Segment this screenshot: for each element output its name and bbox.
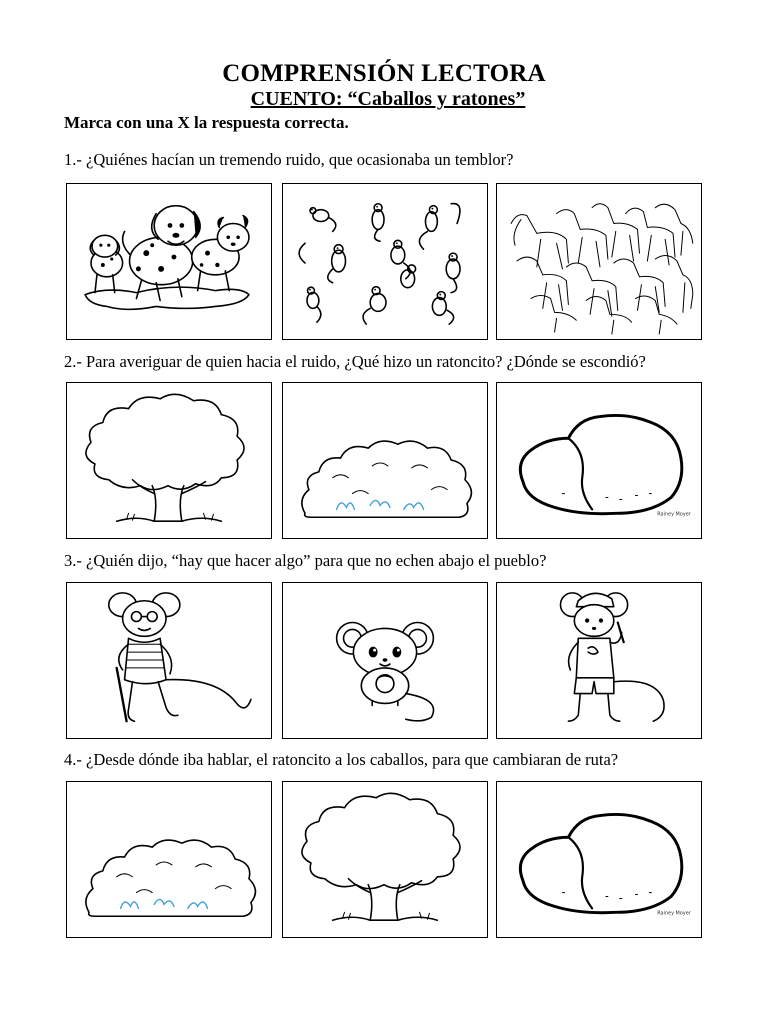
q4-option-rock[interactable]	[496, 781, 702, 938]
q3-option-old-mouse[interactable]	[66, 582, 272, 739]
horses-herd-picture	[497, 184, 701, 339]
tree-picture	[67, 383, 271, 538]
mice-picture	[283, 184, 487, 339]
q4-option-tree[interactable]	[282, 781, 488, 938]
q4-option-bush[interactable]	[66, 781, 272, 938]
tree-picture	[283, 782, 487, 937]
question-4: 4.- ¿Desde dónde iba hablar, el ratoncito a los caballos, para que cambiaran de ruta?	[64, 750, 619, 769]
rock-picture	[497, 383, 701, 538]
rock-picture	[497, 782, 701, 937]
rock-signature: Rainey Moyer	[657, 910, 691, 917]
old-mouse-with-cane-picture	[67, 583, 271, 738]
question-1: 1.- ¿Quiénes hacían un tremendo ruido, que ocasionaba un temblor?	[64, 150, 514, 169]
q3-option-cute-mouse[interactable]	[282, 582, 488, 739]
young-mouse-with-cap-picture	[497, 583, 701, 738]
q2-option-tree[interactable]	[66, 382, 272, 539]
q2-option-bush[interactable]	[282, 382, 488, 539]
question-3: 3.- ¿Quién dijo, “hay que hacer algo” para que no echen abajo el pueblo?	[64, 551, 547, 570]
rock-signature: Rainey Moyer	[657, 511, 691, 518]
cute-mouse-picture	[283, 583, 487, 738]
worksheet-instruction: Marca con una X la respuesta correcta.	[64, 113, 349, 132]
bush-picture	[283, 383, 487, 538]
q1-option-dalmatians[interactable]	[66, 183, 272, 340]
worksheet-subtitle: CUENTO: “Caballos y ratones”	[250, 88, 526, 110]
bush-picture	[67, 782, 271, 937]
dalmatian-puppies-picture	[67, 184, 271, 339]
worksheet-title: COMPRENSIÓN LECTORA	[222, 60, 546, 87]
q2-option-rock[interactable]	[496, 382, 702, 539]
q1-option-mice[interactable]	[282, 183, 488, 340]
q1-option-horses[interactable]	[496, 183, 702, 340]
question-2: 2.- Para averiguar de quien hacia el ruido, ¿Qué hizo un ratoncito? ¿Dónde se escondió?	[64, 352, 646, 371]
q3-option-young-mouse[interactable]	[496, 582, 702, 739]
